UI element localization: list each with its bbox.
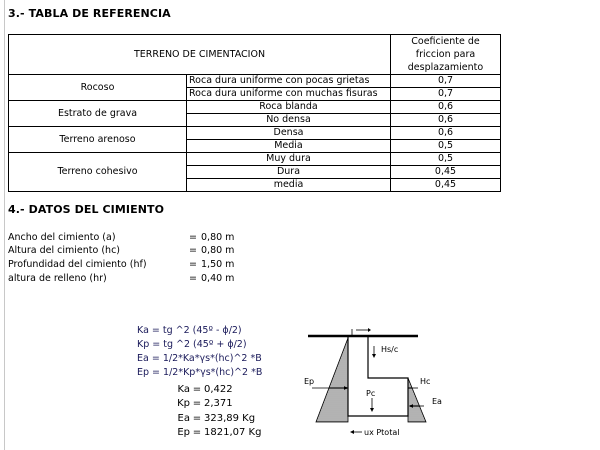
group-cell: Estrato de grava — [9, 101, 187, 127]
data-row-relleno — [8, 272, 268, 285]
section-4-title: 4.- DATOS DEL CIMIENTO — [8, 203, 165, 216]
result-label: Ea — [177, 413, 190, 424]
data-equals: = — [189, 273, 197, 284]
data-equals: = — [189, 232, 197, 243]
result-value: 2,371 — [204, 398, 233, 409]
label-ep: Ep — [304, 377, 315, 386]
data-equals: = — [189, 259, 197, 270]
coef-cell: 0,7 — [391, 75, 501, 88]
table-row — [9, 101, 501, 114]
table-row — [9, 127, 501, 140]
formula-ka: Ka = tg ^2 (45º - ɸ/2) — [137, 325, 242, 336]
pc-arrow-head — [370, 408, 374, 412]
reference-table — [8, 34, 501, 192]
sub-cell: Media — [187, 140, 391, 153]
result-label: Kp — [177, 398, 190, 409]
group-cell: Terreno cohesivo — [9, 153, 187, 192]
sub-cell: media — [187, 179, 391, 192]
data-value: 1,50 m — [201, 259, 235, 270]
data-value: 0,80 m — [201, 232, 235, 243]
result-label: Ep — [177, 427, 190, 438]
data-row-profundidad — [8, 258, 268, 271]
ep-wedge — [316, 338, 348, 422]
result-value: 1821,07 Kg — [204, 427, 262, 438]
coef-cell: 0,5 — [391, 153, 501, 166]
table-header-row — [9, 35, 501, 75]
label-pc: Pc — [366, 389, 376, 398]
sub-cell: Muy dura — [187, 153, 391, 166]
result-label: Ka — [177, 384, 190, 395]
result-equals: = — [192, 398, 202, 409]
label-ux: ux Ptotal — [364, 428, 400, 437]
ux-arrow-head — [350, 430, 354, 434]
data-value: 0,80 m — [201, 245, 235, 256]
sub-cell: No densa — [187, 114, 391, 127]
label-hs: Hs/c — [381, 345, 399, 354]
data-label: Altura del cimiento (hc) — [8, 245, 121, 256]
coef-cell: 0,45 — [391, 166, 501, 179]
header-coef: Coeficiente de friccion para desplazamiento — [391, 35, 501, 75]
column-gridline — [4, 0, 5, 450]
formula-ep: Ep = 1/2*Kp*γs*(hc)^2 *B — [137, 367, 263, 378]
sub-cell: Dura — [187, 166, 391, 179]
sub-cell: Roca dura uniforme con pocas grietas — [187, 75, 391, 88]
formula-ea: Ea = 1/2*Ka*γs*(hc)^2 *B — [137, 353, 262, 364]
coef-cell: 0,7 — [391, 88, 501, 101]
data-label: altura de relleno (hr) — [8, 273, 107, 284]
data-value: 0,40 m — [201, 273, 235, 284]
group-cell: Terreno arenoso — [9, 127, 187, 153]
coef-cell: 0,6 — [391, 101, 501, 114]
result-ea — [164, 413, 255, 424]
sub-cell: Roca blanda — [187, 101, 391, 114]
group-cell: Rocoso — [9, 75, 187, 101]
result-ka — [164, 384, 233, 395]
formula-kp: Kp = tg ^2 (45º + ɸ/2) — [137, 339, 247, 350]
hs-arrow-head — [372, 354, 376, 358]
data-equals: = — [189, 245, 197, 256]
sub-cell: Roca dura uniforme con muchas fisuras — [187, 88, 391, 101]
sub-cell: Densa — [187, 127, 391, 140]
header-terrain: TERRENO DE CIMENTACION — [9, 35, 391, 75]
result-equals: = — [192, 427, 202, 438]
result-equals: = — [192, 384, 202, 395]
label-ea: Ea — [432, 397, 442, 406]
section-3-title: 3.- TABLA DE REFERENCIA — [8, 7, 171, 20]
coef-cell: 0,6 — [391, 114, 501, 127]
coef-cell: 0,45 — [391, 179, 501, 192]
retaining-wall-diagram — [296, 326, 456, 446]
wall-outline — [348, 336, 408, 416]
data-row-ancho — [8, 231, 268, 244]
result-ep — [164, 427, 261, 438]
surcharge-arrow-head — [368, 328, 371, 332]
coef-cell: 0,5 — [391, 140, 501, 153]
data-label: Ancho del cimiento (a) — [8, 232, 116, 243]
result-kp — [164, 398, 233, 409]
result-equals: = — [192, 413, 202, 424]
coef-cell: 0,6 — [391, 127, 501, 140]
data-row-altura — [8, 244, 268, 257]
table-row — [9, 153, 501, 166]
result-value: 323,89 Kg — [204, 413, 256, 424]
data-label: Profundidad del cimiento (hf) — [8, 259, 147, 270]
label-hc: Hc — [420, 377, 431, 386]
table-row — [9, 75, 501, 88]
result-value: 0,422 — [204, 384, 233, 395]
